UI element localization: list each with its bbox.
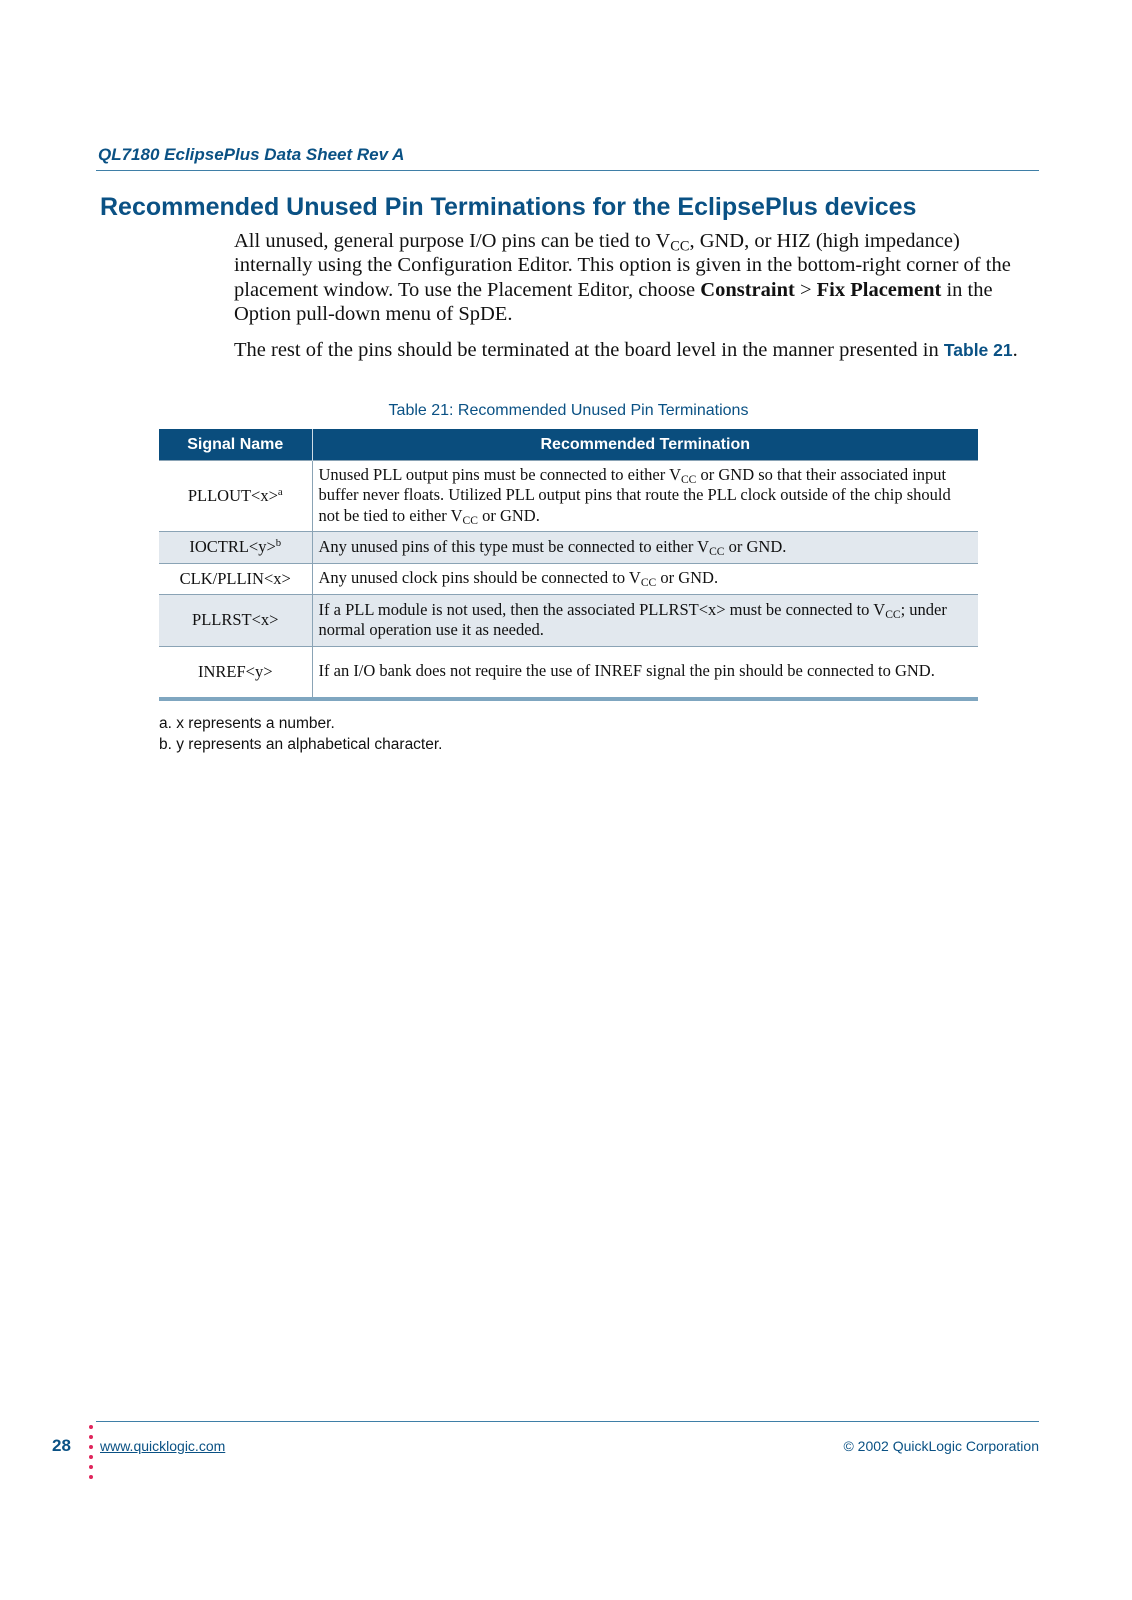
table-row bbox=[159, 595, 978, 647]
termination-text: Unused PLL output pins must be connected to either V bbox=[318, 464, 681, 484]
col-header-signal: Signal Name bbox=[159, 429, 312, 461]
signal-cell bbox=[159, 595, 312, 647]
vcc-subscript: CC bbox=[670, 238, 690, 255]
termination-text: or GND so that their associated input buffer never floats. Utilized PLL output pins that route the PLL clock outside of the chip should not be tied to either V bbox=[318, 464, 951, 525]
table-row bbox=[159, 461, 978, 532]
board-level-end: . bbox=[1012, 339, 1018, 361]
termination-cell bbox=[312, 461, 978, 532]
termination-text: Any unused clock pins should be connected to V bbox=[318, 568, 641, 588]
termination-cell bbox=[312, 647, 978, 699]
signal-name: INREF<y> bbox=[197, 661, 273, 681]
termination-text: or GND. bbox=[656, 568, 719, 588]
table-row bbox=[159, 532, 978, 564]
header-rule bbox=[96, 170, 1039, 171]
menu-constraint: Constraint bbox=[700, 278, 795, 301]
vcc-subscript: CC bbox=[640, 577, 657, 590]
footnote-mark: a bbox=[277, 485, 283, 498]
vcc-subscript: CC bbox=[680, 473, 697, 486]
signal-name: CLK/PLLIN<x> bbox=[179, 568, 291, 588]
signal-name: IOCTRL<y> bbox=[189, 537, 276, 557]
table-caption: Table 21: Recommended Unused Pin Terminations bbox=[388, 402, 749, 419]
intro-text-2: , GND, or HIZ (high impedance) internally using the Configuration Editor. This option is given in the bottom-right corner of the placement window. To use the Placement Editor, choose bbox=[234, 230, 1011, 301]
signal-name: PLLOUT<x> bbox=[187, 485, 278, 505]
section-title: Recommended Unused Pin Terminations for the EclipsePlus devices bbox=[100, 193, 917, 221]
vcc-subscript: CC bbox=[709, 545, 725, 558]
vcc-subscript: CC bbox=[885, 608, 901, 621]
termination-text: or GND. bbox=[477, 505, 540, 525]
table-row bbox=[159, 647, 978, 699]
table-21-link[interactable]: Table 21 bbox=[943, 340, 1013, 360]
menu-separator: > bbox=[794, 278, 817, 301]
footnote-mark: b bbox=[275, 537, 282, 550]
termination-cell bbox=[312, 595, 978, 647]
menu-fix-placement: Fix Placement bbox=[816, 278, 942, 301]
termination-text: If an I/O bank does not require the use of INREF signal the pin should be connected to GND. bbox=[318, 661, 935, 680]
signal-cell bbox=[159, 647, 312, 699]
table-row bbox=[159, 564, 978, 595]
board-level-paragraph bbox=[234, 338, 1034, 362]
board-level-text: The rest of the pins should be terminated at the board level in the manner presented in bbox=[234, 339, 944, 361]
vcc-subscript: CC bbox=[462, 514, 478, 527]
col-header-termination: Recommended Termination bbox=[312, 429, 978, 461]
intro-text-3: in the Option pull-down menu of SpDE. bbox=[234, 278, 993, 325]
termination-text: or GND. bbox=[724, 536, 787, 556]
running-header: QL7180 EclipsePlus Data Sheet Rev A bbox=[98, 145, 405, 164]
footer-website-link[interactable]: www.quicklogic.com bbox=[100, 1438, 226, 1454]
footnote-a: a. x represents a number. bbox=[159, 715, 335, 732]
termination-cell bbox=[312, 532, 978, 564]
signal-cell bbox=[159, 564, 312, 595]
signal-cell bbox=[159, 532, 312, 564]
termination-text: If a PLL module is not used, then the associated PLLRST<x> must be connected to V bbox=[318, 599, 886, 619]
footnote-b: b. y represents an alphabetical character. bbox=[159, 736, 443, 753]
termination-text: Any unused pins of this type must be connected to either V bbox=[318, 536, 710, 556]
footer-copyright: © 2002 QuickLogic Corporation bbox=[843, 1438, 1039, 1454]
termination-cell bbox=[312, 564, 978, 595]
signal-cell bbox=[159, 461, 312, 532]
table-header-row bbox=[159, 429, 978, 461]
termination-text: ; under normal operation use it as needed. bbox=[318, 599, 947, 639]
intro-text-1: All unused, general purpose I/O pins can be tied to V bbox=[234, 230, 671, 252]
page-number: 28 bbox=[52, 1436, 71, 1455]
signal-name: PLLRST<x> bbox=[192, 610, 279, 630]
intro-paragraph bbox=[234, 229, 1034, 326]
table-footnotes bbox=[159, 713, 442, 755]
footer-rule bbox=[96, 1421, 1039, 1422]
footer-dots bbox=[89, 1425, 95, 1485]
terminations-table bbox=[159, 429, 978, 701]
